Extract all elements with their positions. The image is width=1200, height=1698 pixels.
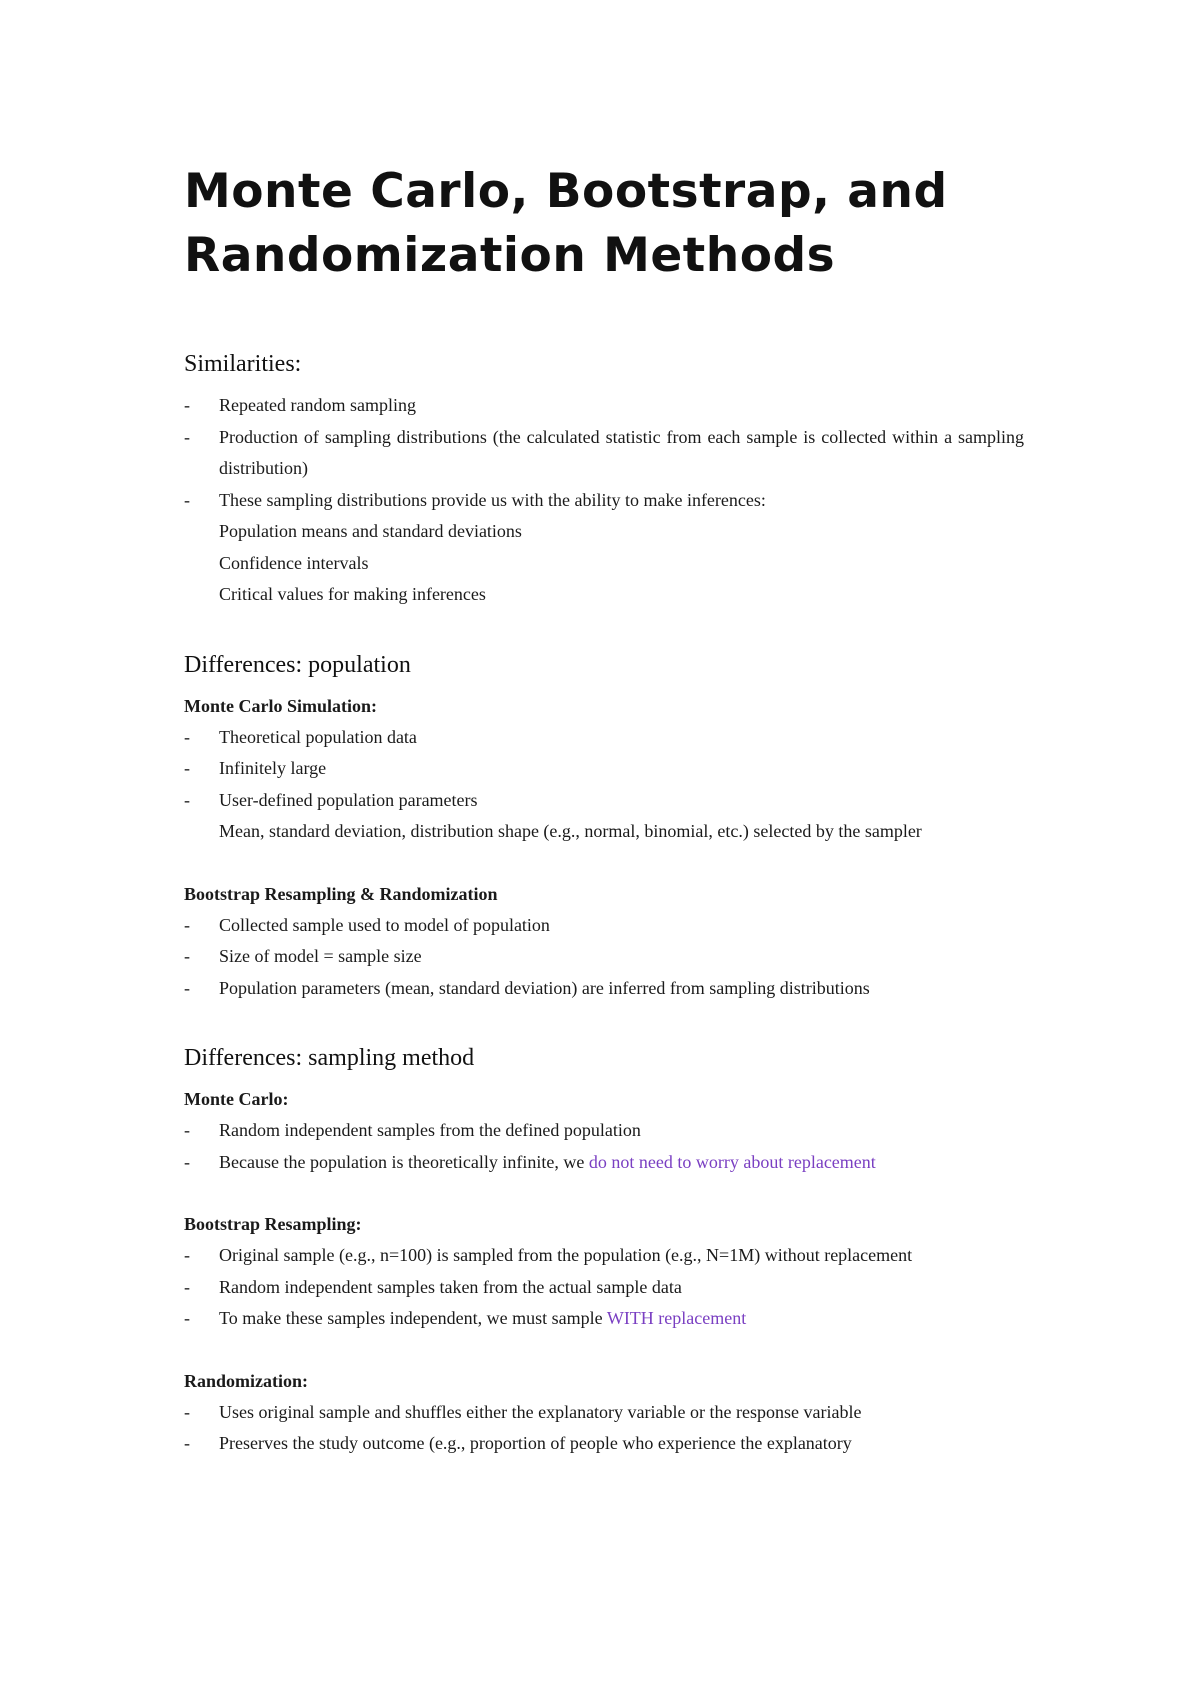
sub-item: Critical values for making inferences [219,584,486,604]
bootstrap-randomization-heading: Bootstrap Resampling & Randomization [184,883,498,904]
monte-carlo-population-list [184,722,1024,817]
monte-carlo-sampling-list [184,1115,1024,1178]
list-item: - Preserves the study outcome (e.g., proportion of people who experience the explanatory [184,1428,1024,1460]
population-section [184,649,1024,1005]
list-item [184,1147,1024,1179]
list-item: - Size of model = sample size [184,941,1024,973]
list-item: - Random independent samples taken from the actual sample data [184,1272,1024,1304]
list-item: - Repeated random sampling [184,390,1024,422]
list-item: - Original sample (e.g., n=100) is sampled from the population (e.g., N=1M) without replacement [184,1240,1024,1272]
sampling-method-section [184,1042,1024,1460]
highlighted-text: do not need to worry about replacement [588,1151,876,1172]
list-item: - Theoretical population data [184,722,1024,754]
sub-item: Confidence intervals [219,552,369,573]
item-text: To make these samples independent, we must sample [219,1308,607,1328]
list-item: - These sampling distributions provide us with the ability to make inferences: [184,485,1024,517]
list-item: - Infinitely large [184,753,1024,785]
highlighted-text: WITH replacement [606,1308,747,1328]
list-item: - Collected sample used to model of population [184,910,1024,942]
list-item: - Random independent samples from the defined population [184,1115,1024,1147]
bootstrap-resampling-heading: Bootstrap Resampling: [184,1214,362,1234]
document-body [184,160,1024,1460]
sub-item: Population means and standard deviations [219,521,522,541]
randomization-list [184,1397,1024,1460]
monte-carlo-simulation-heading: Monte Carlo Simulation: [184,695,377,716]
item-text: Because the population is theoretically infinite, we [219,1151,589,1172]
list-item: - Uses original sample and shuffles either the explanatory variable or the response variable [184,1397,1024,1429]
bootstrap-population-list [184,910,1024,1005]
list-item: - User-defined population parameters [184,785,1024,817]
bootstrap-sampling-list [184,1240,1024,1335]
population-heading: Differences: population [184,651,411,678]
list-item: - Population parameters (mean, standard deviation) are inferred from sampling distributions [184,973,1024,1005]
similarities-section [184,348,1024,611]
list-item: - Production of sampling distributions (the calculated statistic from each sample is collected within a sampling distribution) [184,422,1024,485]
similarities-list [184,390,1024,516]
list-item [184,1303,1024,1335]
randomization-heading: Randomization: [184,1370,309,1391]
monte-carlo-heading: Monte Carlo: [184,1089,289,1109]
document-title: Monte Carlo, Bootstrap, and Randomization Methods [184,164,948,283]
similarities-heading: Similarities: [184,351,302,377]
sampling-method-heading: Differences: sampling method [184,1045,475,1071]
sub-item: Mean, standard deviation, distribution shape (e.g., normal, binomial, etc.) selected by the sampler [219,821,922,841]
